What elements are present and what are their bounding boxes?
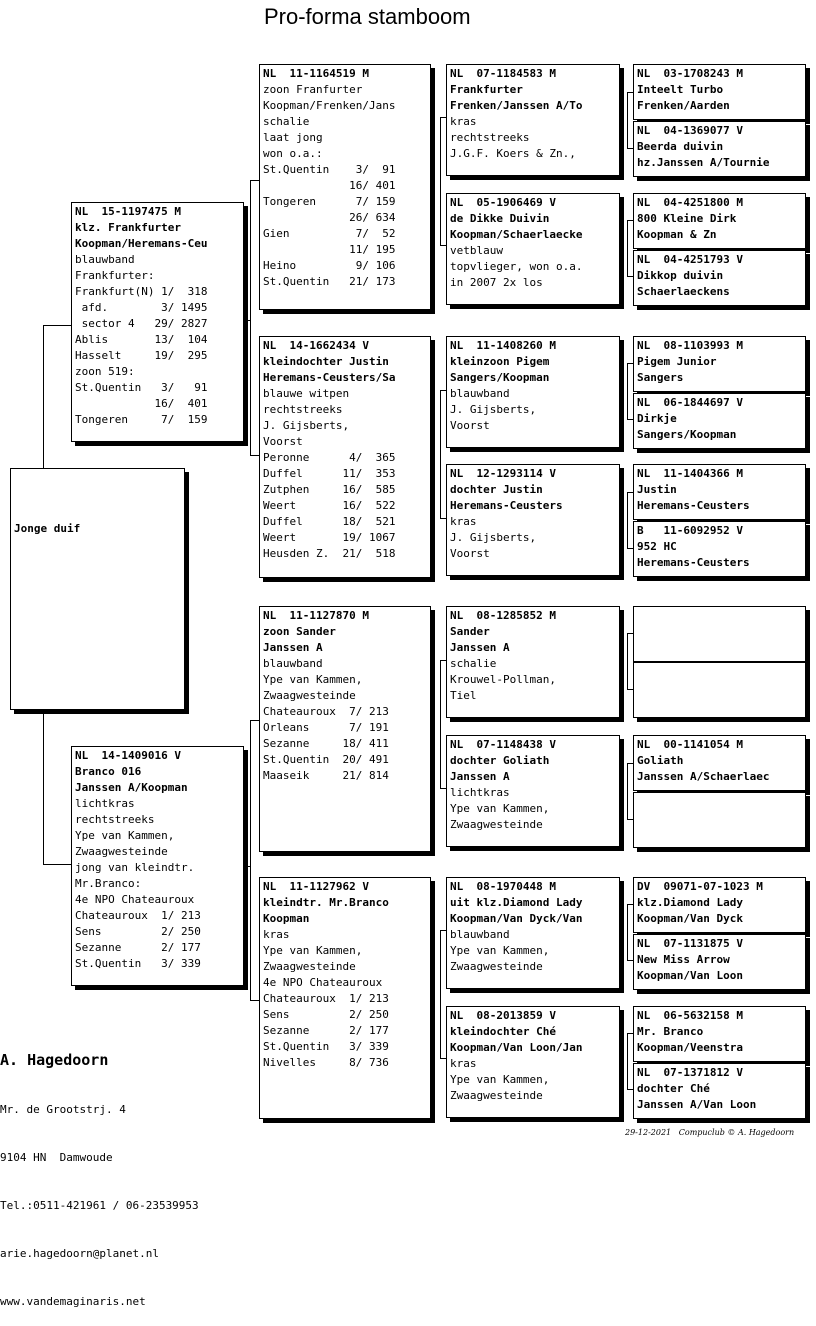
pigeon-detail: Frankfurt(N) 1/ 318 — [75, 285, 208, 298]
pigeon-detail: Mr.Branco: — [75, 877, 142, 890]
owner-name: A. Hagedoorn — [0, 1051, 109, 1069]
subject-label: Jonge duif — [14, 522, 81, 535]
pigeon-detail: St.Quentin 3/ 339 — [263, 1040, 389, 1053]
ring-number: NL 08-1103993 M — [637, 339, 743, 352]
pigeon-detail: afd. 3/ 1495 — [75, 301, 208, 314]
pigeon-name: Janssen A/Koopman — [75, 781, 188, 794]
ring-number: NL 08-1285852 M — [450, 609, 556, 622]
pigeon-detail: Zwaagwesteinde — [263, 960, 356, 973]
ring-number: DV 09071-07-1023 M — [637, 880, 763, 893]
sire-box — [71, 202, 244, 442]
pigeon-detail: kras — [263, 928, 290, 941]
pigeon-name: Schaerlaeckens — [637, 285, 730, 298]
gggp-box-11 — [633, 735, 806, 791]
pigeon-detail: Zwaagwesteinde — [450, 1089, 543, 1102]
ring-number: NL 14-1409016 V — [75, 749, 181, 762]
pigeon-detail: 4e NPO Chateauroux — [263, 976, 383, 989]
pigeon-detail: Sens 2/ 250 — [75, 925, 201, 938]
gggp-box-4 — [633, 250, 806, 306]
pigeon-name: uit klz.Diamond Lady — [450, 896, 583, 909]
dam-box — [71, 746, 244, 986]
pigeon-name: kleindtr. Mr.Branco — [263, 896, 389, 909]
pigeon-name: Janssen A — [450, 770, 510, 783]
pigeon-name: Frenken/Janssen A/To — [450, 99, 583, 112]
pigeon-detail: rechtstreeks — [263, 403, 343, 416]
ring-number: NL 08-1970448 M — [450, 880, 556, 893]
pigeon-detail: J.G.F. Koers & Zn., — [450, 147, 576, 160]
gggp-box-13 — [633, 877, 806, 933]
pigeon-detail: Zwaagwesteinde — [450, 818, 543, 831]
pigeon-detail: kras — [450, 515, 477, 528]
pigeon-detail: 11/ 195 — [263, 243, 396, 256]
pigeon-name: Koopman — [263, 912, 310, 925]
pigeon-detail: Koopman/Frenken/Jans — [263, 99, 396, 112]
owner-line: www.vandemaginaris.net — [0, 1295, 146, 1308]
page-title: Pro-forma stamboom — [264, 4, 471, 29]
pigeon-detail: won o.a.: — [263, 147, 323, 160]
pigeon-name: Frenken/Aarden — [637, 99, 730, 112]
pigeon-name: Janssen A — [263, 641, 323, 654]
pigeon-detail: Zwaagwesteinde — [263, 689, 356, 702]
pigeon-detail: blauwband — [450, 928, 510, 941]
pigeon-name: 800 Kleine Dirk — [637, 212, 737, 225]
pigeon-detail: blauwband — [450, 387, 510, 400]
pigeon-detail: St.Quentin 3/ 91 — [75, 381, 208, 394]
ring-number: NL 07-1371812 V — [637, 1066, 743, 1079]
ggp-box-5 — [446, 606, 620, 718]
pigeon-detail: schalie — [263, 115, 310, 128]
pigeon-name: Janssen A/Schaerlaec — [637, 770, 770, 783]
pigeon-detail: 16/ 401 — [75, 397, 208, 410]
ring-number: NL 14-1662434 V — [263, 339, 369, 352]
gggp-box-16 — [633, 1063, 806, 1119]
ggp-box-2 — [446, 193, 620, 305]
pigeon-detail: Heusden Z. 21/ 518 — [263, 547, 396, 560]
pigeon-name: Koopman/Van Dyck — [637, 912, 743, 925]
pigeon-detail: Frankfurter: — [75, 269, 155, 282]
ring-number: NL 08-2013859 V — [450, 1009, 556, 1022]
pigeon-name: Justin — [637, 483, 677, 496]
pigeon-detail: Orleans 7/ 191 — [263, 721, 389, 734]
pigeon-detail: Chateauroux 7/ 213 — [263, 705, 389, 718]
pigeon-name: dochter Justin — [450, 483, 543, 496]
pigeon-detail: Weert 16/ 522 — [263, 499, 396, 512]
pigeon-detail: in 2007 2x los — [450, 276, 543, 289]
pigeon-detail: jong van kleindtr. — [75, 861, 195, 874]
ggp-box-1 — [446, 64, 620, 176]
ggp-box-7 — [446, 877, 620, 989]
pigeon-detail: St.Quentin 3/ 339 — [75, 957, 201, 970]
pigeon-detail: Zwaagwesteinde — [450, 960, 543, 973]
pigeon-detail: topvlieger, won o.a. — [450, 260, 583, 273]
ring-number: NL 06-5632158 M — [637, 1009, 743, 1022]
pigeon-detail: J. Gijsberts, — [450, 531, 537, 544]
pigeon-detail: Gien 7/ 52 — [263, 227, 396, 240]
pigeon-detail: Chateauroux 1/ 213 — [75, 909, 201, 922]
owner-block — [0, 1018, 199, 1326]
gggp-box-3 — [633, 193, 806, 249]
pigeon-detail: vetblauw — [450, 244, 503, 257]
pigeon-detail: Tiel — [450, 689, 477, 702]
ggp-box-3 — [446, 336, 620, 448]
pigeon-name: Sangers/Koopman — [450, 371, 550, 384]
pigeon-detail: kras — [450, 115, 477, 128]
pigeon-name: Frankfurter — [450, 83, 523, 96]
ring-number: NL 11-1164519 M — [263, 67, 369, 80]
pigeon-name: dochter Ché — [637, 1082, 710, 1095]
pigeon-name: Pigem Junior — [637, 355, 717, 368]
gggp-box-6 — [633, 393, 806, 449]
ring-number: NL 04-4251800 M — [637, 196, 743, 209]
grandsire-paternal-box — [259, 64, 431, 310]
pigeon-detail: lichtkras — [450, 786, 510, 799]
pigeon-detail: St.Quentin 3/ 91 — [263, 163, 396, 176]
pigeon-detail: St.Quentin 21/ 173 — [263, 275, 396, 288]
gggp-box-8 — [633, 521, 806, 577]
pigeon-name: Sangers/Koopman — [637, 428, 737, 441]
ring-number: NL 07-1148438 V — [450, 738, 556, 751]
pigeon-detail: Voorst — [450, 547, 490, 560]
pigeon-name: hz.Janssen A/Tournie — [637, 156, 770, 169]
pigeon-detail: Sezanne 2/ 177 — [75, 941, 201, 954]
grandsire-maternal-box — [259, 606, 431, 852]
granddam-maternal-box — [259, 877, 431, 1119]
pigeon-name: Sander — [450, 625, 490, 638]
pigeon-detail: Ablis 13/ 104 — [75, 333, 208, 346]
ring-number: NL 04-4251793 V — [637, 253, 743, 266]
ring-number: NL 11-1408260 M — [450, 339, 556, 352]
ring-number: NL 12-1293114 V — [450, 467, 556, 480]
pigeon-detail: Heino 9/ 106 — [263, 259, 396, 272]
pigeon-detail: Weert 19/ 1067 — [263, 531, 396, 544]
pigeon-detail: blauwe witpen — [263, 387, 350, 400]
pigeon-name: Heremans-Ceusters — [637, 499, 750, 512]
gggp-box-9 — [633, 606, 806, 662]
pigeon-detail: rechtstreeks — [450, 131, 530, 144]
pigeon-name: Sangers — [637, 371, 684, 384]
ring-number: NL 07-1131875 V — [637, 937, 743, 950]
pigeon-detail: 4e NPO Chateauroux — [75, 893, 195, 906]
gggp-box-2 — [633, 121, 806, 177]
pigeon-detail: Peronne 4/ 365 — [263, 451, 396, 464]
pigeon-name: Branco 016 — [75, 765, 142, 778]
ring-number: NL 11-1127962 V — [263, 880, 369, 893]
pigeon-detail: Nivelles 8/ 736 — [263, 1056, 389, 1069]
ring-number: NL 11-1404366 M — [637, 467, 743, 480]
pigeon-detail: Ype van Kammen, — [75, 829, 175, 842]
pigeon-detail: rechtstreeks — [75, 813, 155, 826]
pigeon-name: Koopman/Veenstra — [637, 1041, 743, 1054]
pigeon-detail: Ype van Kammen, — [450, 1073, 550, 1086]
pigeon-name: kleindochter Ché — [450, 1025, 556, 1038]
gggp-box-12 — [633, 792, 806, 848]
pigeon-detail: Tongeren 7/ 159 — [263, 195, 396, 208]
ring-number: NL 11-1127870 M — [263, 609, 369, 622]
pigeon-name: Koopman & Zn — [637, 228, 717, 241]
pigeon-name: Koopman/Van Loon — [637, 969, 743, 982]
ring-number: NL 00-1141054 M — [637, 738, 743, 751]
pigeon-detail: J. Gijsberts, — [263, 419, 350, 432]
pigeon-detail: Ype van Kammen, — [450, 802, 550, 815]
pigeon-detail: sector 4 29/ 2827 — [75, 317, 208, 330]
granddam-paternal-box — [259, 336, 431, 578]
ring-number: NL 03-1708243 M — [637, 67, 743, 80]
pigeon-name: klz.Diamond Lady — [637, 896, 743, 909]
pigeon-detail: Sezanne 2/ 177 — [263, 1024, 389, 1037]
pigeon-detail: Ype van Kammen, — [263, 944, 363, 957]
owner-line: 9104 HN Damwoude — [0, 1151, 113, 1164]
owner-line: Mr. de Grootstrj. 4 — [0, 1103, 126, 1116]
pigeon-detail: Hasselt 19/ 295 — [75, 349, 208, 362]
pigeon-detail: Krouwel-Pollman, — [450, 673, 556, 686]
pigeon-name: kleindochter Justin — [263, 355, 389, 368]
ggp-box-6 — [446, 735, 620, 847]
ring-number: NL 07-1184583 M — [450, 67, 556, 80]
pigeon-detail: blauwband — [75, 253, 135, 266]
pigeon-detail: laat jong — [263, 131, 323, 144]
pigeon-detail: zoon Franfurter — [263, 83, 363, 96]
pigeon-detail: Tongeren 7/ 159 — [75, 413, 208, 426]
pigeon-name: Goliath — [637, 754, 684, 767]
pigeon-name: Beerda duivin — [637, 140, 724, 153]
pigeon-detail: zoon 519: — [75, 365, 135, 378]
gggp-box-7 — [633, 464, 806, 520]
pigeon-name: kleinzoon Pigem — [450, 355, 550, 368]
pigeon-name: 952 HC — [637, 540, 677, 553]
ggp-box-8 — [446, 1006, 620, 1118]
pigeon-name: Heremans-Ceusters — [450, 499, 563, 512]
pigeon-name: zoon Sander — [263, 625, 336, 638]
ggp-box-4 — [446, 464, 620, 576]
pigeon-name: Koopman/Schaerlaecke — [450, 228, 583, 241]
pigeon-detail: Sens 2/ 250 — [263, 1008, 389, 1021]
pigeon-name: Inteelt Turbo — [637, 83, 724, 96]
pigeon-detail: St.Quentin 20/ 491 — [263, 753, 389, 766]
footer-credit: 29-12-2021 Compuclub © A. Hagedoorn — [625, 1128, 795, 1137]
gggp-box-1 — [633, 64, 806, 120]
pigeon-detail: Chateauroux 1/ 213 — [263, 992, 389, 1005]
ring-number: B 11-6092952 V — [637, 524, 743, 537]
owner-line: arie.hagedoorn@planet.nl — [0, 1247, 159, 1260]
pigeon-detail: 16/ 401 — [263, 179, 396, 192]
pigeon-detail: Sezanne 18/ 411 — [263, 737, 389, 750]
gggp-box-14 — [633, 934, 806, 990]
pigeon-name: Dikkop duivin — [637, 269, 724, 282]
pigeon-detail: schalie — [450, 657, 497, 670]
pigeon-detail: blauwband — [263, 657, 323, 670]
pigeon-detail: Zutphen 16/ 585 — [263, 483, 396, 496]
pigeon-name: Koopman/Van Loon/Jan — [450, 1041, 583, 1054]
owner-line: Tel.:0511-421961 / 06-23539953 — [0, 1199, 199, 1212]
pigeon-name: Mr. Branco — [637, 1025, 704, 1038]
pigeon-name: dochter Goliath — [450, 754, 550, 767]
pigeon-detail: J. Gijsberts, — [450, 403, 537, 416]
pigeon-detail: kras — [450, 1057, 477, 1070]
pigeon-detail: 26/ 634 — [263, 211, 396, 224]
pigeon-name: Janssen A/Van Loon — [637, 1098, 757, 1111]
pigeon-detail: Maaseik 21/ 814 — [263, 769, 389, 782]
pigeon-name: New Miss Arrow — [637, 953, 730, 966]
pigeon-name: Koopman/Van Dyck/Van — [450, 912, 583, 925]
gggp-box-5 — [633, 336, 806, 392]
pigeon-name: Koopman/Heremans-Ceu — [75, 237, 208, 250]
pigeon-detail: Zwaagwesteinde — [75, 845, 168, 858]
pigeon-name: Janssen A — [450, 641, 510, 654]
pigeon-detail: Duffel 11/ 353 — [263, 467, 396, 480]
ring-number: NL 15-1197475 M — [75, 205, 181, 218]
pigeon-name: Heremans-Ceusters/Sa — [263, 371, 396, 384]
ring-number: NL 05-1906469 V — [450, 196, 556, 209]
pigeon-detail: Ype van Kammen, — [450, 944, 550, 957]
pigeon-name: klz. Frankfurter — [75, 221, 181, 234]
subject-box — [10, 468, 185, 710]
pigeon-name: Dirkje — [637, 412, 677, 425]
gggp-box-15 — [633, 1006, 806, 1062]
gggp-box-10 — [633, 662, 806, 718]
pigeon-detail: Voorst — [450, 419, 490, 432]
pigeon-name: de Dikke Duivin — [450, 212, 550, 225]
pigeon-detail: Ype van Kammen, — [263, 673, 363, 686]
pigeon-detail: Duffel 18/ 521 — [263, 515, 396, 528]
ring-number: NL 04-1369077 V — [637, 124, 743, 137]
ring-number: NL 06-1844697 V — [637, 396, 743, 409]
pigeon-detail: lichtkras — [75, 797, 135, 810]
pigeon-detail: Voorst — [263, 435, 303, 448]
pigeon-name: Heremans-Ceusters — [637, 556, 750, 569]
